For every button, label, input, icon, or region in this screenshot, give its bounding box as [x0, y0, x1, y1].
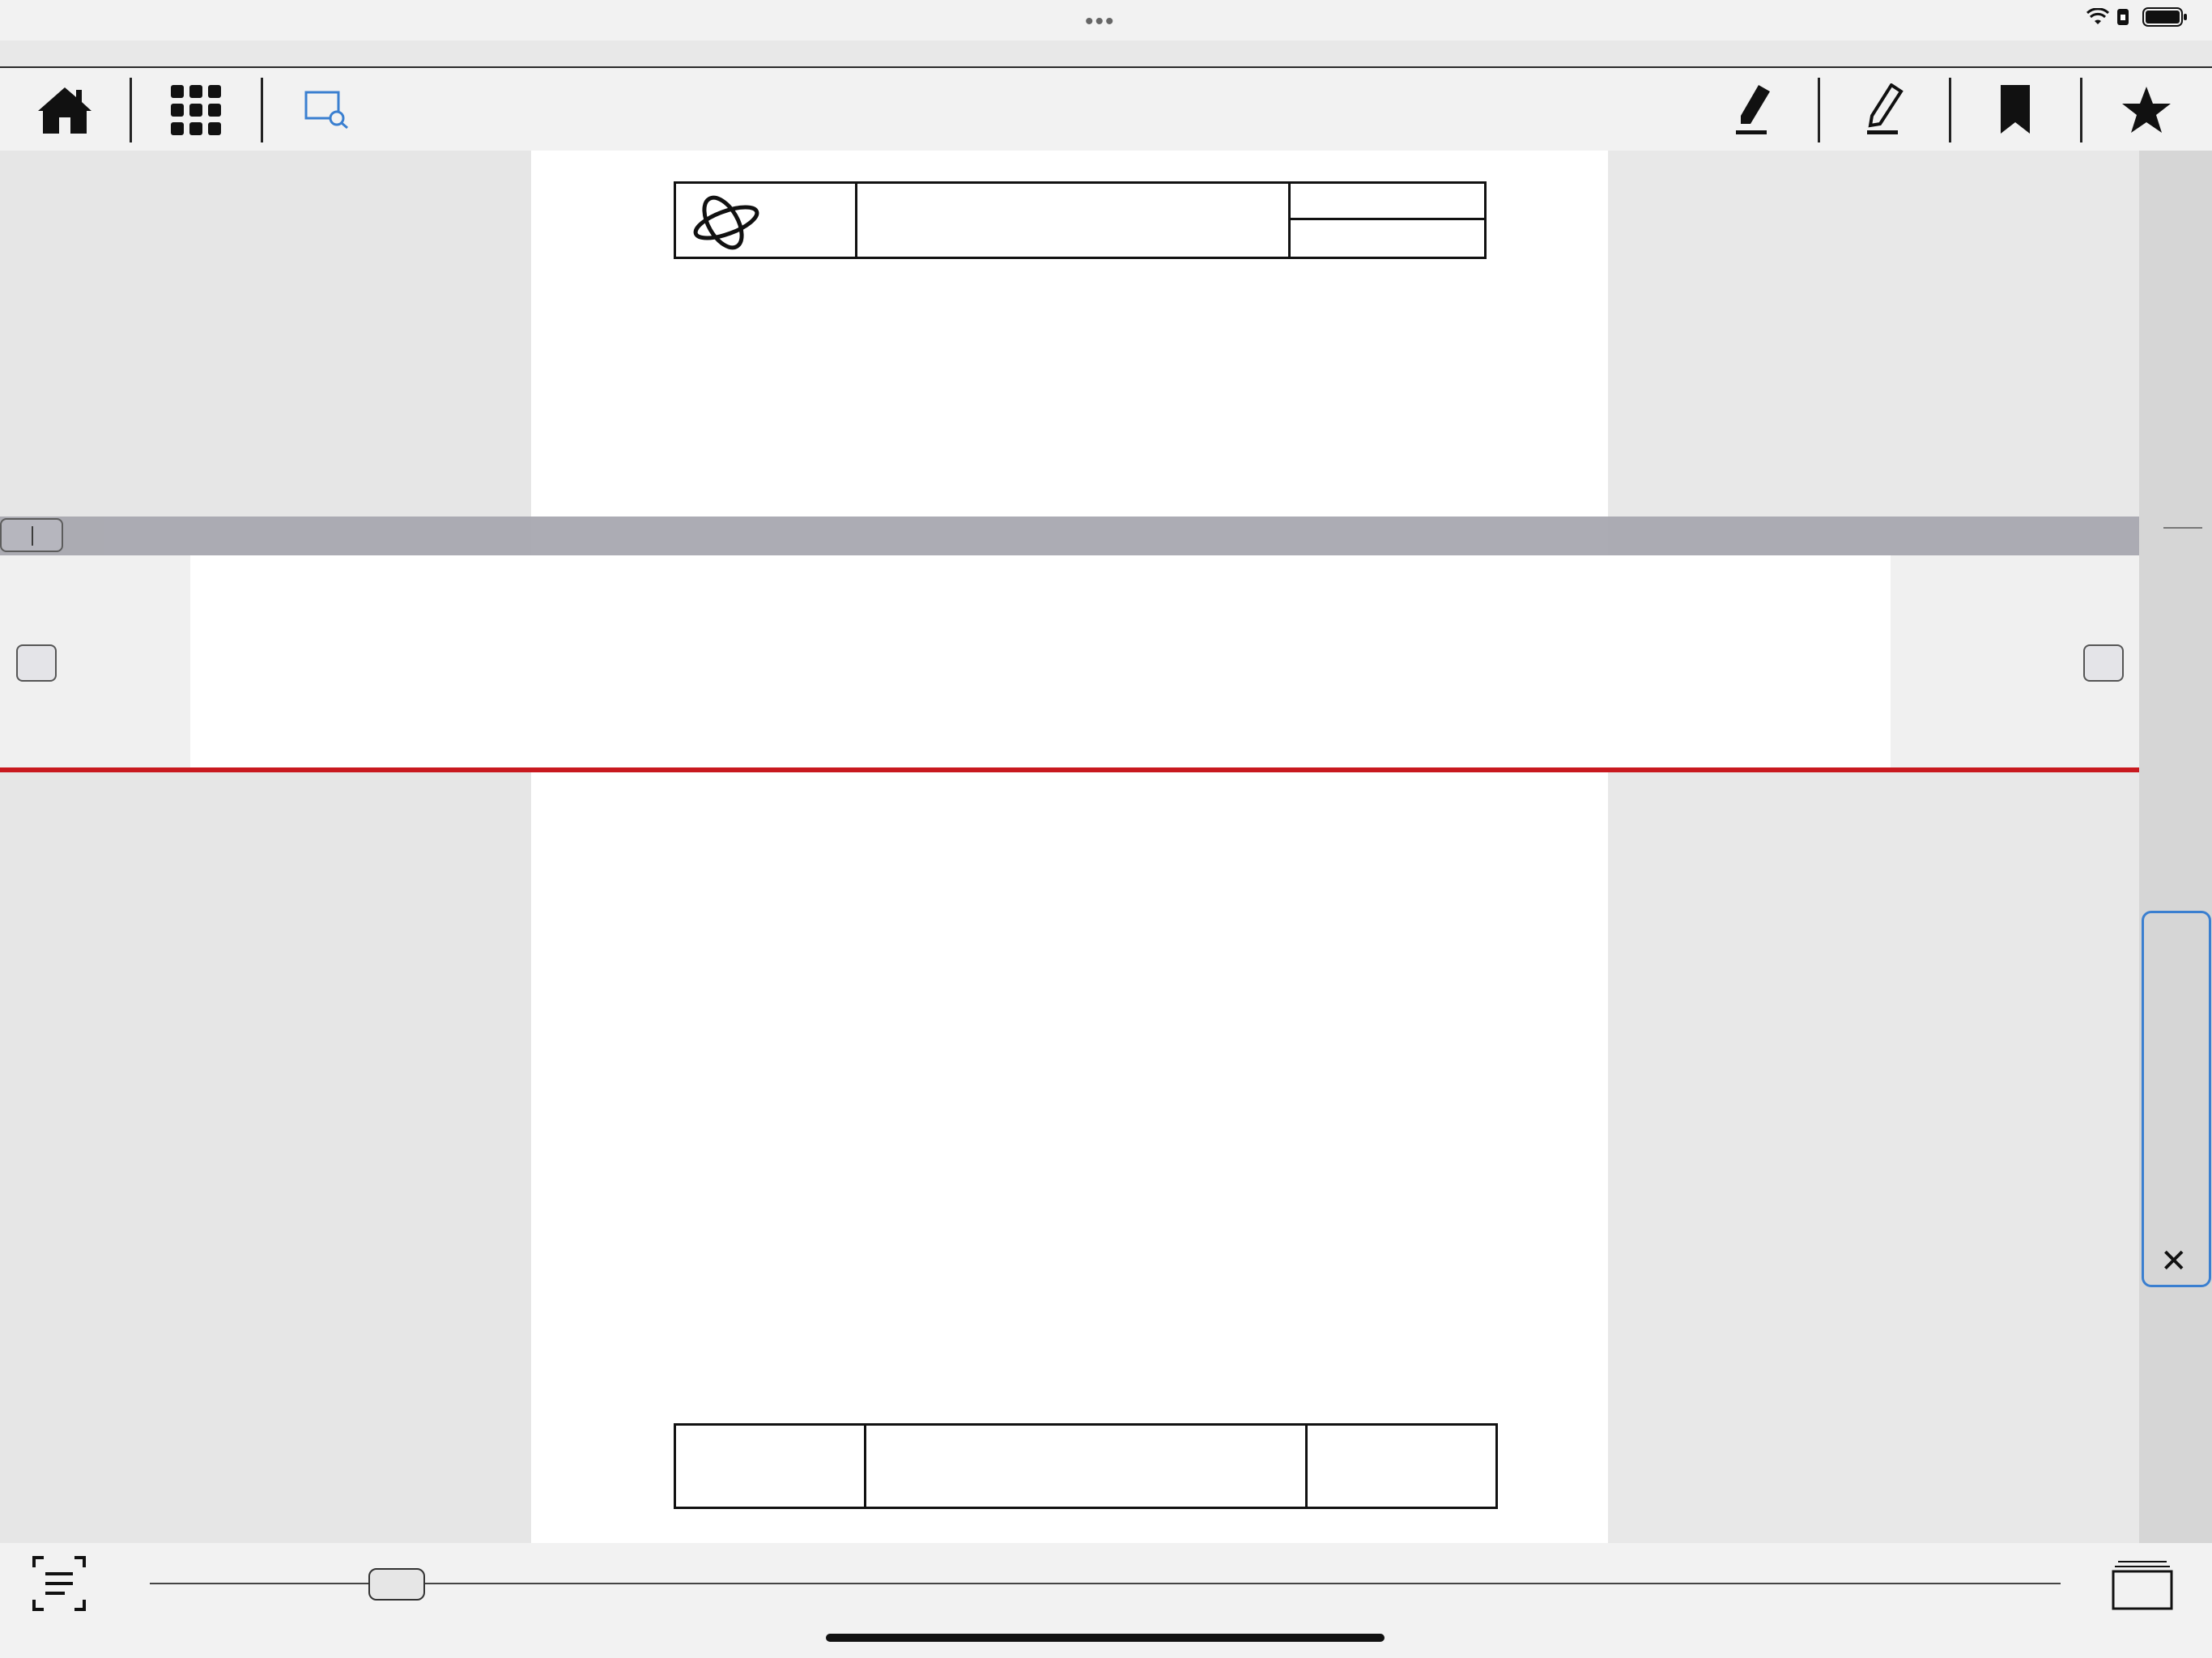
tab-ifmfcom1[interactable]: [2139, 243, 2212, 437]
header-code: [1291, 184, 1484, 220]
header-meta-cell: [1288, 184, 1484, 257]
document-page[interactable]: [531, 151, 1608, 1543]
viewer-background: [0, 151, 531, 1543]
document-footer: [674, 1423, 1498, 1509]
favorite-button[interactable]: [2082, 68, 2211, 152]
page-search-button[interactable]: [262, 68, 392, 152]
header-title-cell: [857, 184, 1288, 257]
logo-cell: [676, 184, 857, 257]
document-header: [674, 181, 1487, 259]
home-icon: [36, 85, 93, 135]
home-indicator[interactable]: [826, 1634, 1385, 1642]
pen-icon: [1864, 83, 1904, 137]
pen-button[interactable]: [1819, 68, 1949, 152]
page-slider-thumb[interactable]: [368, 1568, 425, 1601]
highlighter-button[interactable]: [1688, 68, 1818, 152]
tab-fpccm-i-label: [2139, 971, 2212, 1182]
zoom-out-button[interactable]: [16, 644, 57, 682]
bookmark-icon: [1999, 85, 2031, 135]
footer-title-cell: [864, 1426, 1308, 1507]
highlighter-icon: [1733, 83, 1773, 137]
zoom-in-button[interactable]: [2083, 644, 2124, 682]
tab-ddg-faa[interactable]: [2139, 1392, 2212, 1538]
grid-button[interactable]: [131, 68, 261, 152]
bookmark-button[interactable]: [1950, 68, 2080, 152]
magnifier-lens[interactable]: [0, 555, 2139, 772]
close-tab-icon[interactable]: ✕: [2160, 1244, 2188, 1279]
battery-icon: [2142, 6, 2188, 28]
star-icon: [2121, 86, 2172, 134]
lock-rotation-icon: [2116, 8, 2129, 26]
status-time: [26, 6, 43, 30]
table-of-contents-icon: [32, 1556, 86, 1611]
page-slider[interactable]: [150, 1583, 2061, 1584]
grip-icon: [32, 526, 33, 546]
page-thumbnails-button[interactable]: [2112, 1558, 2173, 1614]
pages-icon: [2112, 1558, 2173, 1610]
search-page-icon: [304, 91, 350, 130]
magnifier-handle[interactable]: [0, 518, 63, 552]
tab-divider: [2163, 527, 2202, 529]
multitasking-dots-icon[interactable]: •••: [1085, 8, 1116, 35]
status-right: [2086, 6, 2188, 28]
wifi-icon: [2086, 8, 2110, 26]
magnifier-drag-bar[interactable]: [0, 517, 2139, 555]
grid-icon: [171, 85, 221, 135]
toolbar: [0, 66, 2212, 151]
isa-table-top: [698, 345, 1491, 518]
isa-table-bottom: [698, 774, 1491, 1438]
header-date: [1291, 220, 1484, 254]
magnified-page: [190, 555, 1891, 772]
crj-logo-icon: [687, 190, 768, 253]
outline-button[interactable]: [32, 1556, 86, 1615]
home-button[interactable]: [0, 68, 130, 152]
tab-ifmfcom2[interactable]: [2139, 615, 2212, 810]
